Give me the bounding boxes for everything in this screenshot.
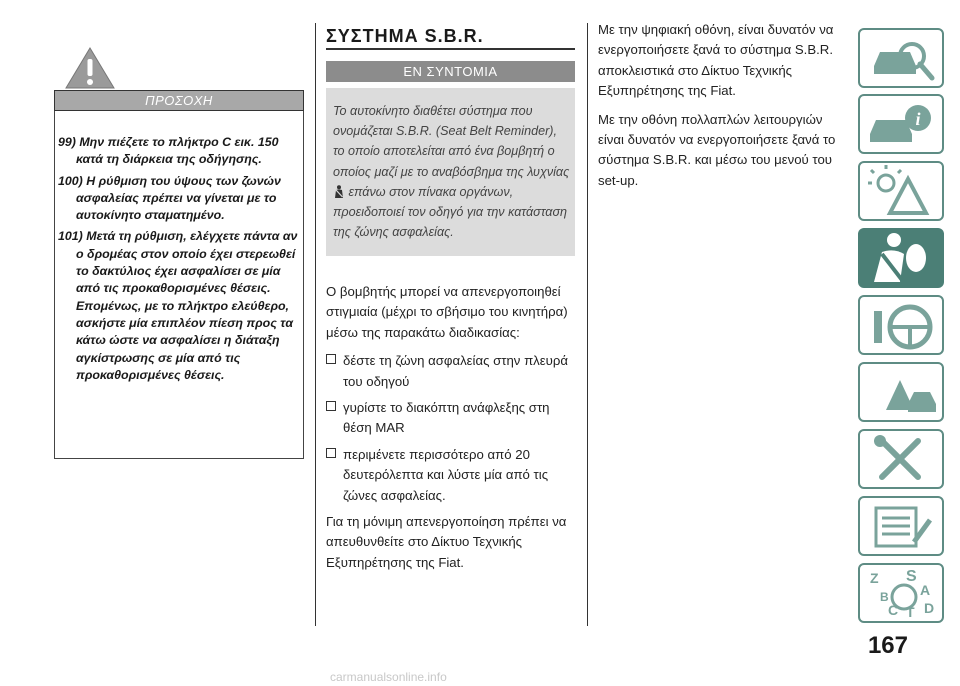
- summary-text-part2: επάνω στον πίνακα οργάνων, προειδοποιεί τον οδηγό για την κατάσταση της ζώνης ασφαλείας.: [333, 184, 568, 240]
- digital-display-paragraph: Με την ψηφιακή οθόνη, είναι δυνατόν να ενεργοποιήσετε ξανά το σύστημα S.B.R. αποκλειστικά στο Δίκτυο Τεχνικής Εξυπηρέτησης της Fiat.: [598, 22, 834, 99]
- checkbox-bullet-icon: [326, 401, 336, 411]
- column-divider: [315, 23, 316, 626]
- warning-header: ΠΡΟΣΟΧΗ: [54, 90, 304, 111]
- column-divider: [587, 23, 588, 626]
- summary-header: ΕΝ ΣΥΝΤΟΜΙΑ: [326, 61, 575, 82]
- warning-item: 101) Μετά τη ρύθμιση, ελέγχετε πάντα αν ο δρομέας στον οποίο έχει στερεωθεί το δακτύλιος έχει ασφαλίσει σε μία από τις προκαθορισμένες θέσεις. Επομένως, με το πλήκτρο ελεύθερο, ασκήστε μία επιπλέον πίεση προς τα κάτω ώστε να ασφαλίσει η διάταξη αγκίστρωσης σε μία από τις προκαθορισμένες θέσεις.: [58, 229, 298, 382]
- warning-car-icon: [860, 364, 942, 420]
- procedure-step: γυρίστε το διακόπτη ανάφλεξης στη θέση MAR: [326, 398, 575, 439]
- watermark: carmanualsonline.info: [330, 670, 447, 684]
- summary-text-part1: Το αυτοκίνητο διαθέτει σύστημα που ονομάζεται S.B.R. (Seat Belt Reminder), το οποίο αποτελείται από ένα βομβητή ο οποίος μαζί με το αναβόσβημα της λυχνίας: [333, 104, 570, 179]
- tab-car-search[interactable]: [858, 28, 944, 88]
- svg-text:B: B: [880, 590, 889, 604]
- warning-triangle-icon: [64, 46, 116, 90]
- svg-text:S: S: [906, 568, 917, 585]
- car-info-icon: [860, 96, 942, 152]
- seat-airbag-icon: [858, 228, 944, 288]
- permanent-disable-paragraph: Για τη μόνιμη απενεργοποίηση πρέπει να απευθυνθείτε στο Δίκτυο Τεχνικής Εξυπηρέτησης της Fiat.: [326, 514, 567, 570]
- intro-paragraph: Ο βομβητής μπορεί να απενεργοποιηθεί στιγμιαία (μέχρι το σβήσιμο του κινητήρα) μέσω της παρακάτω διαδικασίας:: [326, 284, 568, 340]
- warning-item: 100) Η ρύθμιση του ύψους των ζωνών ασφαλείας πρέπει να γίνεται με το αυτοκίνητο σταματημένο.: [58, 173, 281, 223]
- svg-text:Z: Z: [870, 570, 879, 586]
- warning-item: 99) Μην πιέζετε το πλήκτρο C εικ. 150 κατά τη διάρκεια της οδήγησης.: [58, 135, 279, 167]
- tab-safety-seat[interactable]: [858, 228, 944, 288]
- title-rule: [326, 48, 575, 50]
- svg-text:C: C: [888, 602, 899, 618]
- checkbox-bullet-icon: [326, 354, 336, 364]
- tab-specs[interactable]: [858, 496, 944, 556]
- tab-warning-car[interactable]: [858, 362, 944, 422]
- checkbox-bullet-icon: [326, 448, 336, 458]
- svg-text:A: A: [920, 582, 931, 598]
- warning-list: [58, 134, 302, 388]
- tab-steering[interactable]: [858, 295, 944, 355]
- steering-wheel-icon: [860, 297, 942, 353]
- section-title: ΣΥΣΤΗΜΑ S.B.R.: [326, 26, 484, 46]
- procedure-column: [326, 282, 575, 581]
- tools-icon: [860, 431, 942, 487]
- svg-text:i: i: [915, 109, 921, 129]
- tab-tools[interactable]: [858, 429, 944, 489]
- seatbelt-warning-icon: [333, 185, 345, 198]
- dashboard-lights-icon: [860, 163, 942, 219]
- page-number: 167: [867, 632, 908, 659]
- car-search-icon: [860, 30, 942, 86]
- svg-text:D: D: [924, 600, 935, 616]
- svg-text:T: T: [906, 604, 915, 620]
- reactivation-column: [598, 20, 843, 199]
- alphabet-index-icon: [860, 565, 942, 621]
- multifunction-display-paragraph: Με την οθόνη πολλαπλών λειτουργιών είναι δυνατόν να ενεργοποιήσετε ξανά το σύστημα S.B.R. και μέσω του μενού του set-up.: [598, 111, 836, 188]
- specs-list-icon: [860, 498, 942, 554]
- tab-car-info[interactable]: [858, 94, 944, 154]
- procedure-step: περιμένετε περισσότερο από 20 δευτερόλεπτα και λύστε μία από τις ζώνες ασφαλείας.: [326, 445, 575, 506]
- summary-text: [333, 101, 571, 242]
- tab-dashboard-lights[interactable]: [858, 161, 944, 221]
- tab-alphabet-index[interactable]: [858, 563, 944, 623]
- procedure-step: δέστε τη ζώνη ασφαλείας στην πλευρά του οδηγού: [326, 351, 575, 392]
